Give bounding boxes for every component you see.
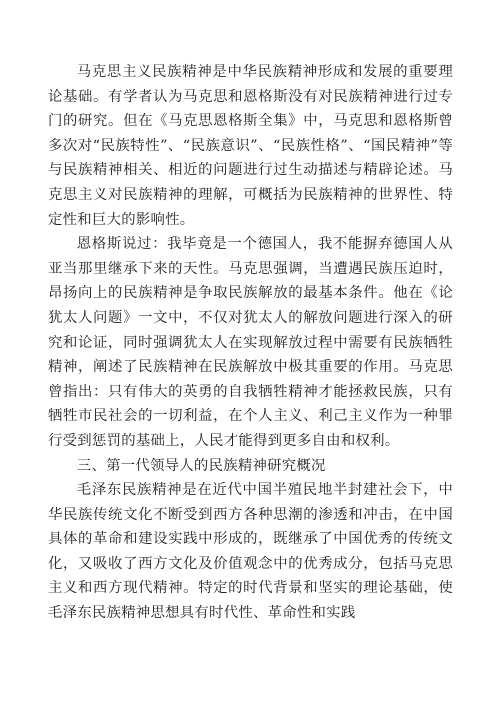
paragraph-mao-national-spirit: 毛泽东民族精神是在近代中国半殖民地半封建社会下，中华民族传统文化不断受到西方各种思潮的渗透和冲击，在中国具体的革命和建设实践中形成的，既继承了中国优秀的传统文化，又吸收了西方文化及价值观念中的优秀成分，包括马克思主义和西方现代精神。特定的时代背景和坚实的理论基础，使毛泽东民族精神思想具有时代性、革命性和实践 — [48, 482, 453, 622]
paragraph-marxism-national-spirit: 马克思主义民族精神是中华民族精神形成和发展的重要理论基础。有学者认为马克思和恩格斯没有对民族精神进行过专门的研究。但在《马克思恩格斯全集》中，马克思和恩格斯曾多次对“民族特性”、“民族意识”、“民族性格”、“国民精神”等与民族精神相关、相近的问题进行过生动描述与精辟论述。马克思主义对民族精神的理解，可概括为民族精神的世界性、特定性和巨大的影响性。 — [48, 64, 453, 228]
document-page — [48, 60, 453, 626]
paragraph-engels-quote: 恩格斯说过：我毕竟是一个德国人，我不能摒弃德国人从亚当那里继承下来的天性。马克思强调，当遭遇民族压迫时，昂扬向上的民族精神是争取民族解放的最基本条件。他在《论犹太人问题》一文中，不仅对犹太人的解放问题进行深入的研究和论证，同时强调犹太人在实现解放过程中需要有民族牺牲精神，阐述了民族精神在民族解放中极其重要的作用。马克思曾指出：只有伟大的英勇的自我牺牲精神才能拯救民族，只有牺牲市民社会的一切利益，在个人主义、利己主义作为一种罪行受到惩罚的基础上，人民才能得到更多自由和权利。 — [48, 236, 453, 449]
section-heading: 三、第一代领导人的民族精神研究概况 — [76, 457, 326, 474]
